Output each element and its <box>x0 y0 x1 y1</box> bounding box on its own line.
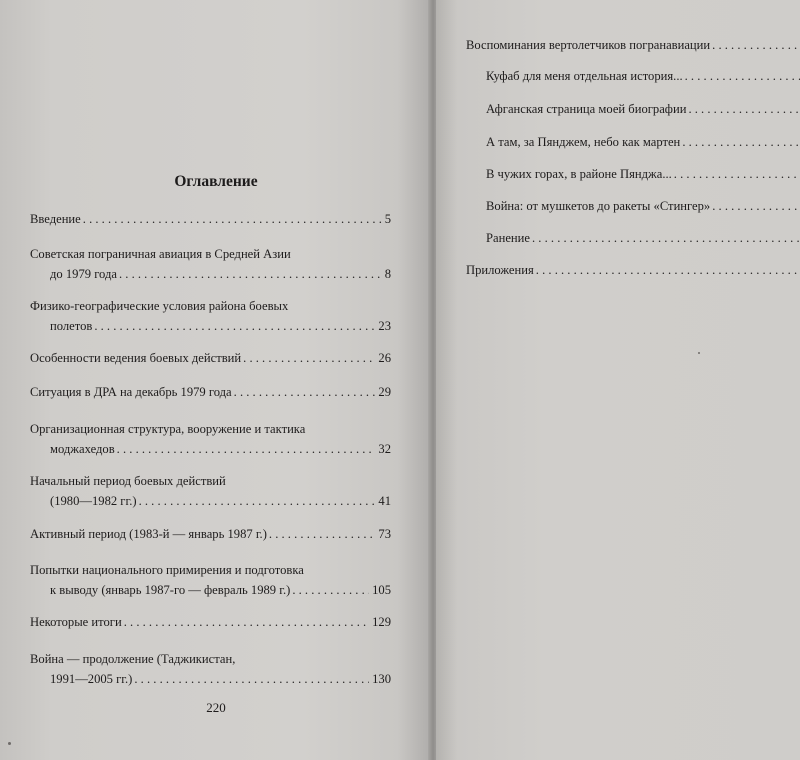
toc-entry-text: (1980—1982 гг.) <box>50 494 137 508</box>
toc-entry <box>30 298 391 334</box>
toc-entry <box>30 526 391 542</box>
toc-entry <box>30 246 391 282</box>
toc-entry <box>30 421 391 457</box>
toc-entry-page: 105 <box>372 583 391 597</box>
toc-entry <box>486 166 800 182</box>
paper-speck <box>698 352 700 354</box>
toc-entry <box>466 262 800 278</box>
toc-entry-text: Война — продолжение (Таджикистан, <box>30 652 236 666</box>
toc-entry-text: моджахедов <box>50 442 115 456</box>
toc-entry-page: 5 <box>384 212 391 226</box>
toc-entry-text: Введение <box>30 212 81 226</box>
toc-entry-page: 23 <box>378 319 391 333</box>
toc-entry <box>30 562 391 598</box>
toc-entry-text: полетов <box>50 319 93 333</box>
toc-entry <box>30 651 391 687</box>
toc-entry-text: Ситуация в ДРА на декабрь 1979 года <box>30 385 232 399</box>
toc-entry-text: А там, за Пянджем, небо как мартен <box>486 135 681 149</box>
toc-entry-text: Организационная структура, вооружение и тактика <box>30 422 306 436</box>
toc-entry-page: 41 <box>378 494 391 508</box>
toc-entry <box>486 101 800 117</box>
page-number: 220 <box>206 700 226 715</box>
toc-entry <box>486 134 800 150</box>
toc-entry-text: Попытки национального примирения и подготовка <box>30 563 304 577</box>
toc-entry-page: 129 <box>372 615 391 629</box>
toc-entry <box>486 198 800 214</box>
toc-entry-text: Афганская страница моей биографии <box>486 102 687 116</box>
toc-entry-text: 1991—2005 гг.) <box>50 672 133 686</box>
toc-title: Оглавление <box>174 173 258 190</box>
toc-entry-page: 29 <box>378 385 391 399</box>
toc-entry-text: Физико-географические условия района боевых <box>30 299 289 313</box>
toc-entry <box>486 68 800 84</box>
toc-entry-text: Начальный период боевых действий <box>30 474 226 488</box>
toc-entry <box>30 614 391 630</box>
toc-entry-page: 130 <box>372 672 391 686</box>
paper-speck <box>8 742 11 745</box>
toc-entry-page: 26 <box>378 351 391 365</box>
toc-entry-text: к выводу (январь 1987-го — февраль 1989 г.) <box>50 583 291 597</box>
toc-entry-text: Советская пограничная авиация в Средней Азии <box>30 247 291 261</box>
toc-entry-text: Некоторые итоги <box>30 615 122 629</box>
toc-entry <box>30 211 391 227</box>
toc-entry-text: Приложения <box>466 263 534 277</box>
toc-entry-text: Воспоминания вертолетчиков погранавиации <box>466 38 711 52</box>
toc-entry-text: до 1979 года <box>50 267 117 281</box>
toc-entry-text: Особенности ведения боевых действий <box>30 351 242 365</box>
toc-entry <box>30 473 391 509</box>
toc-entry-text: Война: от мушкетов до ракеты «Стингер» <box>486 199 711 213</box>
toc-entry <box>30 384 391 400</box>
toc-entry-text: Куфаб для меня отдельная история... <box>486 69 683 83</box>
toc-entry <box>486 230 800 246</box>
right-page <box>436 0 800 760</box>
toc-entry-page: 73 <box>378 527 391 541</box>
toc-entry-text: Активный период (1983-й — январь 1987 г.) <box>30 527 267 541</box>
toc-entry <box>466 37 800 53</box>
toc-entry-page: 32 <box>378 442 391 456</box>
toc-entry <box>30 350 391 366</box>
toc-entry-text: В чужих горах, в районе Пянджа... <box>486 167 672 181</box>
toc-entry-text: Ранение <box>486 231 530 245</box>
toc-entry-page: 8 <box>384 267 391 281</box>
